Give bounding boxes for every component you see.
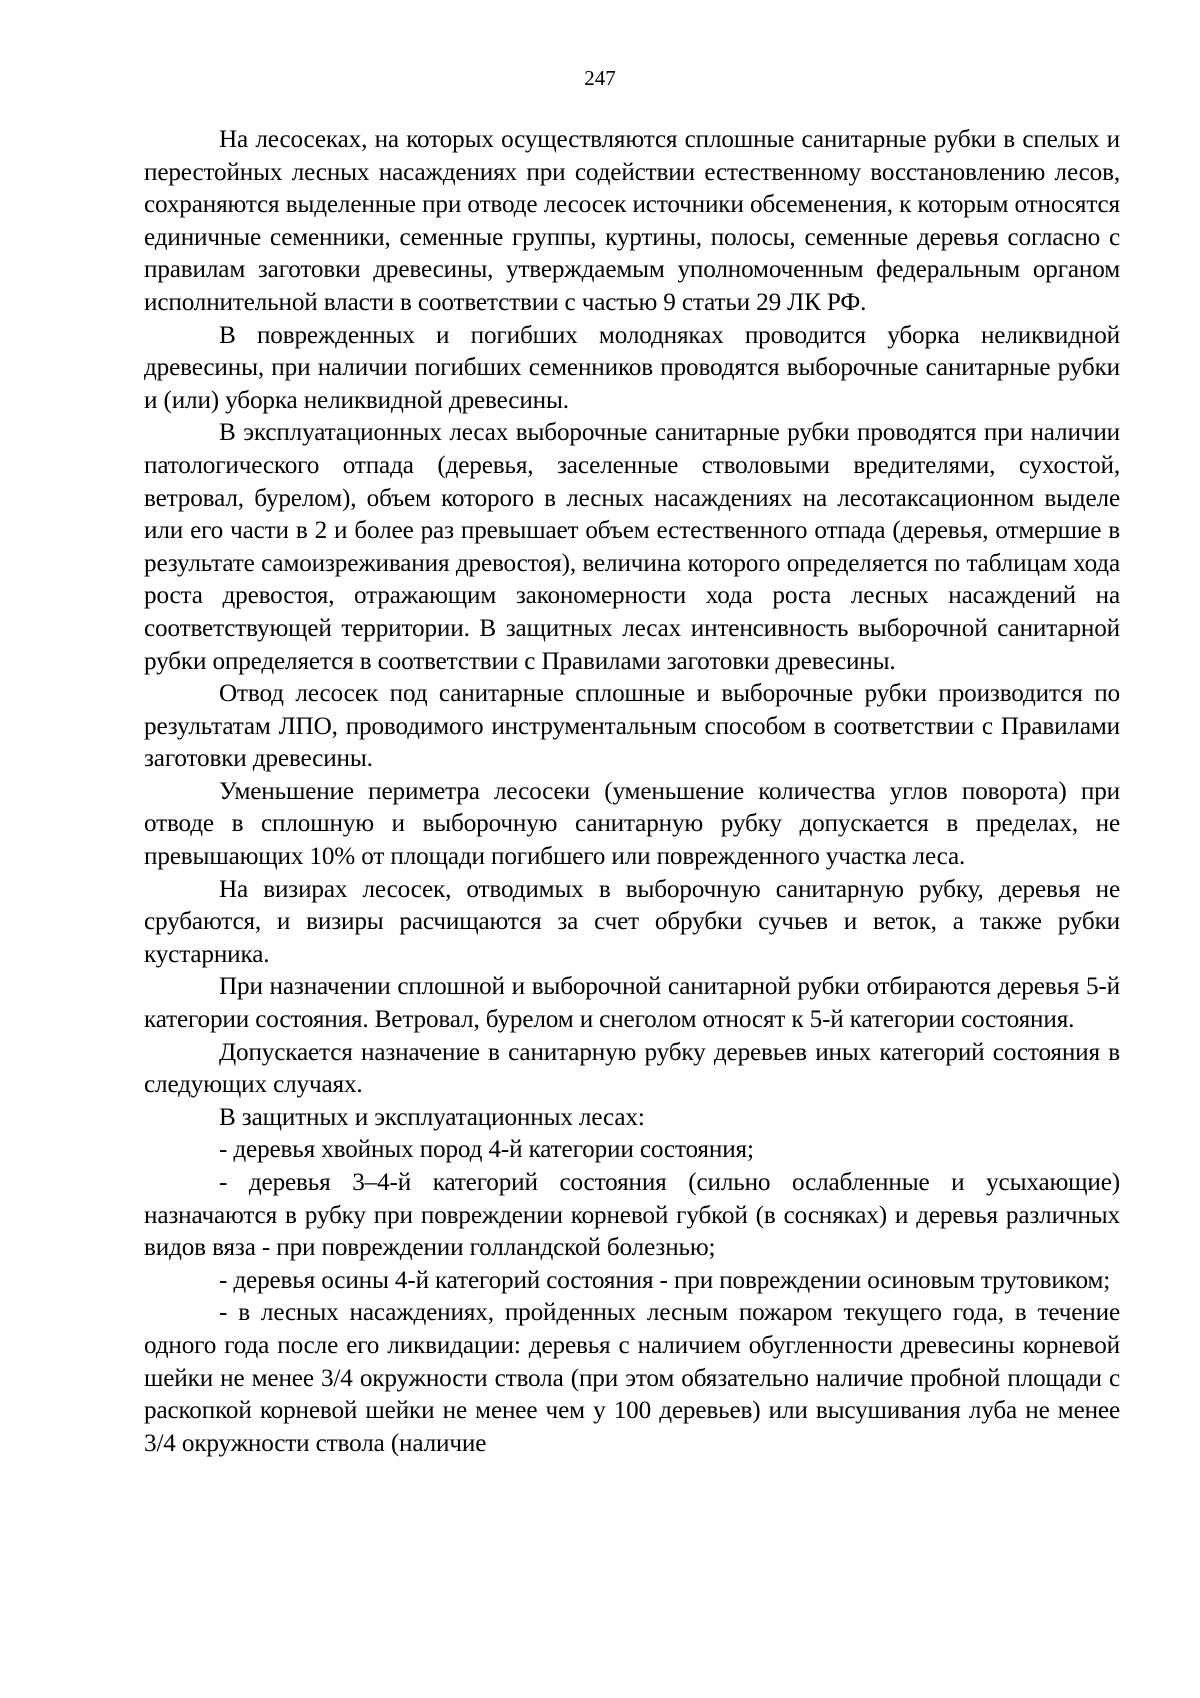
- paragraph: При назначении сплошной и выборочной санитарной рубки отбираются деревья 5-й категории состояния. Ветровал, бурелом и снеголом относят к 5-й категории состояния.: [144, 973, 1120, 1034]
- page-number: 247: [584, 66, 616, 90]
- list-item: - деревья 3–4-й категорий состояния (сильно ослабленные и усыхающие) назначаются в рубку при повреждении корневой губкой (в сосняках) и деревья различных видов вяза - при повреждении голландской болезнью;: [144, 1169, 1120, 1262]
- list-item: - деревья хвойных пород 4-й категории состояния;: [219, 1136, 754, 1164]
- paragraph: Отвод лесосек под санитарные сплошные и выборочные рубки производится по результатам ЛПО, проводимого инструментальным способом в соответствии с Правилами заготовки древесины.: [144, 680, 1120, 773]
- paragraph: На визирах лесосек, отводимых в выборочную санитарную рубку, деревья не срубаются, и визиры расчищаются за счет обрубки сучьев и веток, а также рубки кустарника.: [144, 875, 1120, 968]
- paragraph: В поврежденных и погибших молодняках проводится уборка неликвидной древесины, при наличии погибших семенников проводятся выборочные санитарные рубки и (или) уборка неликвидной древесины.: [144, 321, 1120, 414]
- paragraph: В эксплуатационных лесах выборочные санитарные рубки проводятся при наличии патологического отпада (деревья, заселенные стволовыми вредителями, сухостой, ветровал, бурелом), объем которого в лесных насаждениях на лесотаксационном выделе или его части в 2 и более раз превышает объем естественного отпада (деревья, отмершие в результате самоизреживания древостоя), величина которого определяется по таблицам хода роста древостоя, отражающим закономерности хода роста лесных насаждений на соответствующей территории. В защитных лесах интенсивность выборочной санитарной рубки определяется в соответствии с Правилами заготовки древесины.: [144, 419, 1120, 675]
- body-text: [144, 124, 1120, 1460]
- list-item: - в лесных насаждениях, пройденных лесным пожаром текущего года, в течение одного года после его ликвидации: деревья с наличием обугленности древесины корневой шейки не менее 3/4 окружности ствола (при этом обязательно наличие пробной площади с раскопкой корневой шейки не менее чем у 100 деревьев) или высушивания луба не менее 3/4 окружности ствола (наличие: [144, 1299, 1120, 1457]
- list-item: - деревья осины 4-й категорий состояния - при повреждении осиновым трутовиком;: [219, 1266, 1111, 1294]
- paragraph: Допускается назначение в санитарную рубку деревьев иных категорий состояния в следующих случаях.: [144, 1038, 1120, 1099]
- paragraph: В защитных и эксплуатационных лесах:: [219, 1103, 645, 1131]
- paragraph: Уменьшение периметра лесосеки (уменьшение количества углов поворота) при отводе в сплошную и выборочную санитарную рубку допускается в пределах, не превышающих 10% от площади погибшего или поврежденного участка леса.: [144, 777, 1120, 871]
- paragraph: На лесосеках, на которых осуществляются сплошные санитарные рубки в спелых и перестойных лесных насаждениях при содействии естественному восстановлению лесов, сохраняются выделенные при отводе лесосек источники обсеменения, к которым относятся единичные семенники, семенные группы, куртины, полосы, семенные деревья согласно с правилам заготовки древесины, утверждаемым уполномоченным федеральным органом исполнительной власти в соответствии с частью 9 статьи 29 ЛК РФ.: [144, 126, 1120, 316]
